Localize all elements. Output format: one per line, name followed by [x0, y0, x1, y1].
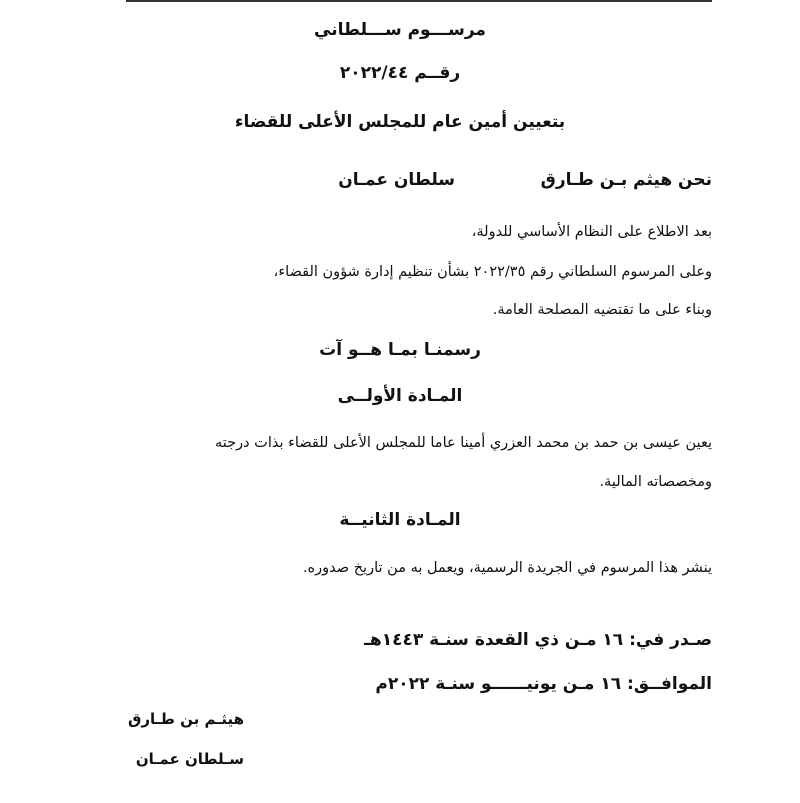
decision-heading: رسمنـا بمـا هــو آت [319, 340, 481, 360]
preamble-line-2: وعلى المرسوم السلطاني رقم ٢٠٢٢/٣٥ بشأن تنظيم إدارة شؤون القضاء، [273, 264, 712, 280]
decree-number: رقــم ٢٠٢٢/٤٤ [339, 63, 461, 83]
issuer-title: سلطان عمـان [338, 170, 455, 190]
preamble-line-3: وبناء على ما تقتضيه المصلحة العامة. [492, 302, 712, 318]
signature-name: هيثـم بن طـارق [127, 710, 244, 728]
article-two-heading: المـادة الثانيــة [339, 510, 461, 530]
preamble-line-1: بعد الاطلاع على النظام الأساسي للدولة، [471, 224, 712, 240]
top-divider [126, 0, 712, 2]
article-one-text-line-1: يعين عيسى بن حمد بن محمد العزري أمينا عاما للمجلس الأعلى للقضاء بذات درجته [215, 435, 712, 451]
issuer-name: نحن هيثم بـن طـارق [540, 170, 712, 190]
article-one-heading: المـادة الأولــى [337, 386, 463, 406]
article-two-text: ينشر هذا المرسوم في الجريدة الرسمية، ويعمل به من تاريخ صدوره. [302, 560, 712, 576]
issued-date: صـدر في: ١٦ مـن ذي القعدة سنـة ١٤٤٣هـ [364, 630, 712, 650]
decree-subject: بتعيين أمين عام للمجلس الأعلى للقضاء [234, 112, 566, 132]
decree-title: مرســـوم ســـلطاني [314, 20, 486, 40]
article-one-text-line-2: ومخصصاته المالية. [599, 474, 712, 490]
signature-title: سـلطان عمـان [135, 750, 244, 768]
corresponding-date: الموافــق: ١٦ مـن يونيــــــو سنـة ٢٠٢٢م [375, 674, 712, 694]
